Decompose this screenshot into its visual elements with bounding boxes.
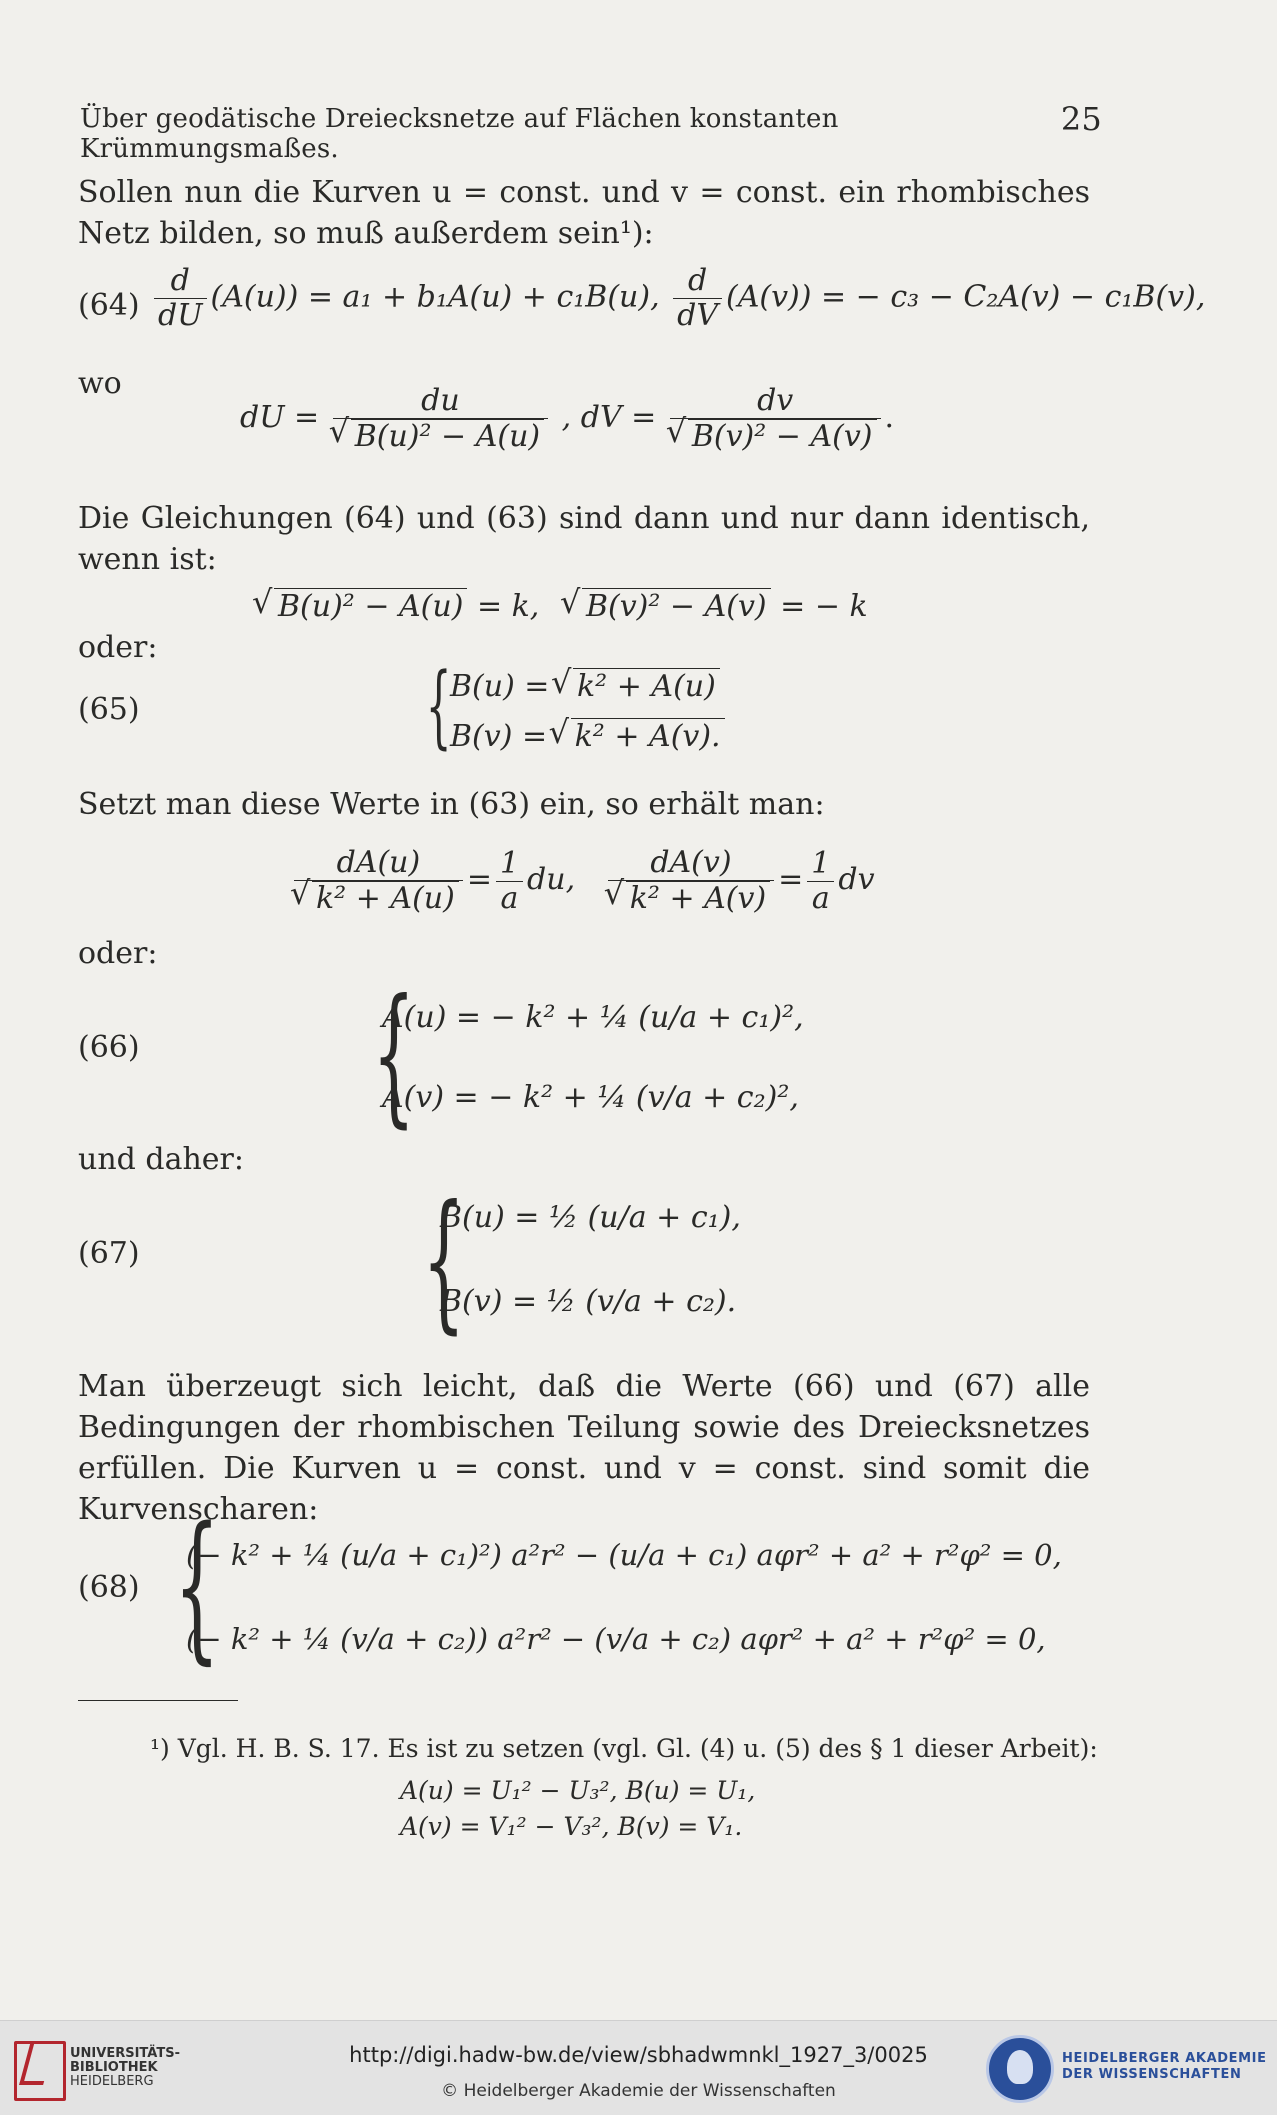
label-wo: wo (78, 366, 122, 401)
condition-value-v: = − k (780, 589, 868, 624)
paragraph-1: Sollen nun die Kurven u = const. und v = const. ein rhombisches Netz bilden, so muß außerdem sein¹): (78, 175, 1090, 251)
equation-number-66: (66) (78, 1030, 140, 1065)
eq64-lhs-body: (A(u)) = a₁ + b₁A(u) + c₁B(u), (210, 279, 660, 315)
footnote-line-1: ¹) Vgl. H. B. S. 17. Es ist zu setzen (vgl. Gl. (4) u. (5) des § 1 dieser Arbeit): (150, 1734, 1098, 1763)
equation-68-line-1: (− k² + ¼ (u/a + c₁)²) a²r² − (u/a + c₁) aφr² + a² + r²φ² = 0, (186, 1538, 1062, 1572)
label-und-daher: und daher: (78, 1142, 244, 1177)
condition-root-u: √ B(u)² − A(u) (274, 588, 467, 624)
brace-68: { (173, 1492, 220, 1679)
academy-seal-logo (986, 2035, 1054, 2103)
equation-68-line-2: (− k² + ¼ (v/a + c₂)) a²r² − (v/a + c₂) aφr² + a² + r²φ² = 0, (186, 1622, 1046, 1656)
dU-fraction: du √ B(u)² − A(u) (333, 384, 548, 454)
footnote-line-3: A(v) = V₁² − V₃², B(v) = V₁. (400, 1812, 743, 1841)
de-fraction-1b: $\frac{1}{a}$ (496, 847, 523, 916)
footnote-line-2: A(u) = U₁² − U₃², B(u) = U₁, (400, 1776, 756, 1805)
academy-name: HEIDELBERGER AKADEMIE DER WISSENSCHAFTEN (1062, 2051, 1267, 2082)
e65-root-2: √ k² + A(v). (571, 718, 725, 754)
de-fraction-2b: $\frac{1}{a}$ (807, 847, 834, 916)
copyright-notice: © Heidelberger Akademie der Wissenschaften (441, 2081, 836, 2101)
brace-67: { (422, 1174, 466, 1348)
paragraph-4: Man überzeugt sich leicht, daß die Werte (66) und (67) alle Bedingungen der rhombischen Teilung sowie des Dreiecksnetzes erfüllen. Die Kurven u = const. und v = const. sind somit die Kurvenscharen: (78, 1369, 1090, 1527)
page-number: 25 (1060, 100, 1102, 138)
document-url-link[interactable]: http://digi.hadw-bw.de/view/sbhadwmnkl_1927_3/0025 (349, 2043, 928, 2067)
de-fraction-1: dA(u) √ k² + A(u) (294, 846, 463, 916)
equation-67-line-1: B(u) = ½ (u/a + c₁), (440, 1200, 741, 1235)
equation-dU-dV: dU = du √ B(u)² − A(u) , dV = dv √ B(v)² − A(v) . (240, 384, 894, 454)
dV-lhs: , dV = (561, 400, 657, 435)
dU-lhs: dU = (240, 400, 320, 435)
brace-66: { (372, 968, 416, 1142)
eq64-lhs-derivative: $\frac{d}{dU}$ (154, 264, 207, 333)
equation-condition (260, 588, 868, 624)
dV-fraction: dv √ B(v)² − A(v) (670, 384, 881, 454)
paragraph-3: Setzt man diese Werte in (63) ein, so erhält man: (78, 787, 825, 822)
running-title: Über geodätische Dreiecksnetze auf Flächen konstanten Krümmungsmaßes. (80, 104, 839, 164)
equation-65-line-1: B(u) = √ k² + A(u) (450, 668, 720, 704)
label-oder-2: oder: (78, 936, 158, 971)
university-library-name: UNIVERSITÄTS- BIBLIOTHEK HEIDELBERG (70, 2046, 180, 2089)
equation-number-67: (67) (78, 1236, 140, 1271)
equation-number-64: (64) (78, 288, 140, 323)
brace-65: { (425, 654, 452, 759)
paragraph-2: Die Gleichungen (64) und (63) sind dann und nur dann identisch, wenn ist: (78, 501, 1090, 577)
equation-64 (150, 264, 1205, 333)
equation-67-line-2: B(v) = ½ (v/a + c₂). (440, 1284, 737, 1319)
de-fraction-2: dA(v) √ k² + A(v) (608, 846, 774, 916)
condition-value-u: = k, (476, 589, 540, 624)
condition-root-v: √ B(v)² − A(v) (582, 588, 771, 624)
eq64-rhs-body: (A(v)) = − c₃ − C₂A(v) − c₁B(v), (726, 279, 1206, 315)
label-oder-1: oder: (78, 630, 158, 665)
equation-number-65: (65) (78, 692, 140, 727)
e65-root-1: √ k² + A(u) (573, 668, 720, 704)
equation-65-line-2: B(v) = √ k² + A(v). (450, 718, 725, 754)
footnote-rule (78, 1700, 238, 1701)
eq64-rhs-derivative: $\frac{d}{dV}$ (673, 264, 722, 333)
equation-differential: dA(u) √ k² + A(u) = $\frac{1}{a}$ du, dA(v) √ k² + A(v) = $\frac{1}{a}$ dv (290, 846, 875, 916)
equation-number-68: (68) (78, 1570, 140, 1605)
equation-66-line-2: A(v) = − k² + ¼ (v/a + c₂)², (382, 1080, 799, 1115)
running-header (80, 100, 1102, 164)
viewer-footer (0, 2020, 1277, 2115)
equation-66-line-1: A(u) = − k² + ¼ (u/a + c₁)², (382, 1000, 804, 1035)
